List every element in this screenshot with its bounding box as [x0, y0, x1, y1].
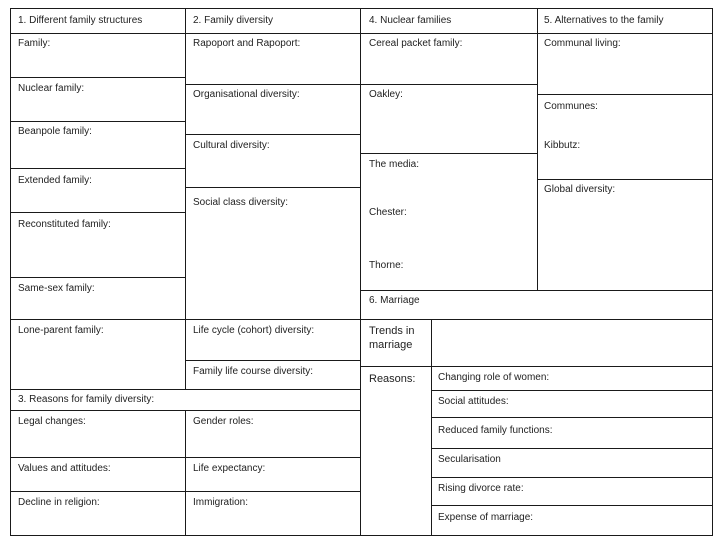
- media-label: The media:: [369, 159, 420, 170]
- extended-family-label: Extended family:: [18, 175, 92, 186]
- marriage-heading: 6. Marriage: [369, 295, 420, 306]
- gender-roles-label: Gender roles:: [193, 416, 254, 427]
- life-expectancy-label: Life expectancy:: [193, 463, 266, 474]
- social-class-diversity-label: Social class diversity:: [193, 197, 289, 208]
- oakley-label: Oakley:: [369, 89, 403, 100]
- life-course-diversity-label: Family life course diversity:: [193, 366, 314, 377]
- chester-label: Chester:: [369, 207, 407, 218]
- kibbutz-label: Kibbutz:: [544, 140, 581, 151]
- legal-changes-label: Legal changes:: [18, 416, 86, 427]
- values-label: Values and attitudes:: [18, 463, 111, 474]
- rapoport-label: Rapoport and Rapoport:: [193, 38, 301, 49]
- divorce-rate-label: Rising divorce rate:: [438, 483, 524, 494]
- communes-label: Communes:: [544, 101, 598, 112]
- family-label: Family:: [18, 38, 51, 49]
- reconstituted-family-label: Reconstituted family:: [18, 219, 111, 230]
- lone-parent-family-label: Lone-parent family:: [18, 325, 104, 336]
- same-sex-family-label: Same-sex family:: [18, 283, 95, 294]
- beanpole-family-label: Beanpole family:: [18, 126, 92, 137]
- religion-label: Decline in religion:: [18, 497, 100, 508]
- communal-living-label: Communal living:: [544, 38, 621, 49]
- trends-answer-box: [431, 319, 713, 367]
- organisational-diversity-label: Organisational diversity:: [193, 89, 300, 100]
- expense-label: Expense of marriage:: [438, 512, 534, 523]
- reduced-functions-label: Reduced family functions:: [438, 425, 553, 436]
- trends-in-marriage-label: Trends in marriage: [369, 325, 415, 351]
- cultural-diversity-label: Cultural diversity:: [193, 140, 270, 151]
- col5-heading: 5. Alternatives to the family: [544, 15, 664, 26]
- col4-heading: 4. Nuclear families: [369, 15, 452, 26]
- thorne-label: Thorne:: [369, 260, 404, 271]
- secularisation-label: Secularisation: [438, 454, 501, 465]
- immigration-label: Immigration:: [193, 497, 249, 508]
- social-attitudes-label: Social attitudes:: [438, 396, 509, 407]
- reasons-label-box: [360, 366, 432, 536]
- life-cycle-diversity-label: Life cycle (cohort) diversity:: [193, 325, 315, 336]
- reasons-label: Reasons:: [369, 373, 416, 385]
- col1-heading: 1. Different family structures: [18, 15, 143, 26]
- col2-heading: 2. Family diversity: [193, 15, 274, 26]
- reasons-diversity-heading: 3. Reasons for family diversity:: [18, 394, 155, 405]
- women-role-label: Changing role of women:: [438, 372, 550, 383]
- global-diversity-label: Global diversity:: [544, 184, 616, 195]
- nuclear-family-label: Nuclear family:: [18, 83, 85, 94]
- cereal-packet-label: Cereal packet family:: [369, 38, 463, 49]
